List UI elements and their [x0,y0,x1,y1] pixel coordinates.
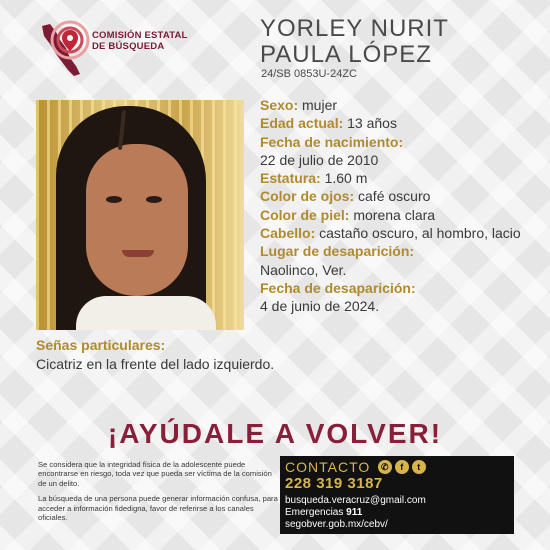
contact-box [280,456,514,534]
social-icons [378,460,426,474]
person-name [260,16,449,68]
case-code: 24/SB 0853U-24ZC [261,68,357,80]
contact-header [285,459,509,475]
name-line-2: PAULA LÓPEZ [260,41,432,68]
person-photo [36,100,244,330]
distinguishing-marks [36,336,436,373]
commission-name [92,30,188,52]
contact-phone[interactable]: 228 319 3187 [285,475,383,492]
disclaimer-paragraph-2: La búsqueda de una persona puede generar información confusa, para acceder a información fidedigna, favor de referirse a los canales oficiales. [38,494,278,523]
detail-fecha-label: Fecha de desaparición: [260,279,416,296]
disclaimer-paragraph-1: Se considera que la integridad física de la adolescente puede encontrarse en riesgo, toda vez que pueda ser víctima de la comisión de un delito. [38,460,272,488]
person-details [260,96,542,316]
detail-sexo: Sexo: mujer [260,97,338,113]
detail-lugar-value: Naolinco, Ver. [260,261,347,278]
call-to-action: ¡AYÚDALE A VOLVER! [107,418,443,449]
whatsapp-icon[interactable]: ✆ [378,460,392,474]
name-line-1: YORLEY NURIT [260,15,449,42]
detail-piel: Color de piel: morena clara [260,206,436,223]
detail-estatura: Estatura: 1.60 m [260,170,368,187]
detail-edad: Edad actual: 13 años [260,115,397,132]
detail-lugar-label: Lugar de desaparición: [260,243,415,260]
logo-line-1: COMISIÓN ESTATAL [92,30,188,41]
facebook-icon[interactable]: f [395,460,409,474]
senas-value: Cicatriz en la frente del lado izquierdo. [36,355,275,372]
detail-nacimiento-value: 22 de julio de 2010 [260,151,379,168]
disclaimer [38,460,278,522]
logo-line-2: DE BÚSQUEDA [92,41,165,52]
detail-nacimiento-label: Fecha de nacimiento: [260,133,404,150]
emergency-number[interactable]: 911 [346,507,363,518]
detail-ojos: Color de ojos: café oscuro [260,188,431,205]
twitter-icon[interactable]: t [412,460,426,474]
contact-emergency: Emergencias 911 [285,507,363,518]
detail-fecha-value: 4 de junio de 2024. [260,298,380,315]
senas-label: Señas particulares: [36,337,166,353]
contact-email[interactable]: busqueda.veracruz@gmail.com [285,495,426,506]
contact-website[interactable]: segobver.gob.mx/cebv/ [285,519,388,530]
contact-title: CONTACTO [285,459,371,475]
detail-cabello: Cabello: castaño oscuro, al hombro, lacio [260,225,521,242]
